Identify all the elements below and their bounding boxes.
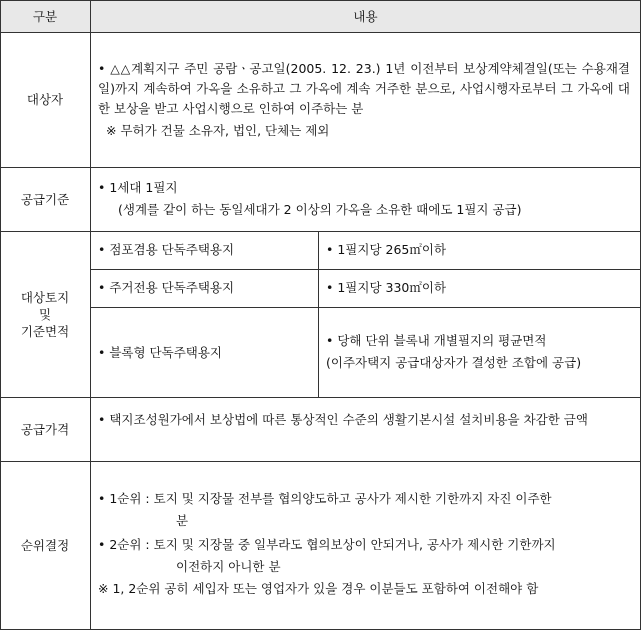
- land-area-label-line: 및: [38, 306, 52, 322]
- land-type-block: • 블록형 단독주택용지: [98, 343, 222, 363]
- target-paragraph: • △△계획지구 주민 공람ㆍ공고일(2005. 12. 23.) 1년 이전부터 보상계약체결일(또는 수용재결일)까지 계속하여 가옥을 소유하고 그 가옥에 계속 거주한 분으로, 사업시행자로부터 그 가옥에 대한 보상을 받고 사업시행으로 인하여 이주하는 분: [98, 59, 630, 119]
- price-text: • 택지조성원가에서 보상법에 따른 통상적인 수준의 생활기본시설 설치비용을 차감한 금액: [98, 410, 633, 430]
- column-divider: [90, 0, 91, 630]
- header-content: 내용: [353, 8, 378, 24]
- land-type-mixed: • 점포겸용 단독주택용지: [98, 240, 234, 260]
- land-area-label-line: 대상토지: [20, 289, 70, 305]
- row-divider: [0, 167, 641, 168]
- land-area-label-line: 기준면적: [20, 323, 70, 339]
- land-area-mixed: • 1필지당 265㎡이하: [326, 240, 446, 260]
- target-label: 대상자: [26, 92, 64, 107]
- row-divider: [0, 397, 641, 398]
- land-area-block: • 당해 단위 블록내 개별필지의 평균면적: [326, 331, 546, 351]
- land-type-residential: • 주거전용 단독주택용지: [98, 278, 234, 298]
- supply-standard-line2: (생계를 같이 하는 동일세대가 2 이상의 가옥을 소유한 때에도 1필지 공급): [118, 202, 522, 217]
- land-area-block-note: (이주자택지 공급대상자가 결성한 조합에 공급): [326, 355, 582, 370]
- row-divider: [0, 231, 641, 232]
- ranking-rank2-tail: 이전하지 아니한 분: [176, 559, 281, 574]
- header-divider: [0, 32, 641, 33]
- supply-standard-line1: • 1세대 1필지: [98, 178, 178, 198]
- land-area-label: [0, 231, 90, 397]
- subrow-divider: [90, 307, 641, 308]
- ranking-label: 순위결정: [20, 537, 70, 553]
- supply-standard-label: 공급기준: [20, 191, 70, 207]
- ranking-rank1: • 1순위 : 토지 및 지장물 전부를 협의양도하고 공사가 제시한 기한까지 자진 이주한: [98, 489, 552, 509]
- header-category: 구분: [32, 8, 58, 24]
- target-note: ※ 무허가 건물 소유자, 법인, 단체는 제외: [106, 123, 330, 138]
- ranking-rank1-tail: 분: [176, 513, 189, 528]
- ranking-rank2: • 2순위 : 토지 및 지장물 중 일부라도 협의보상이 안되거나, 공사가 제시한 기한까지: [98, 535, 556, 555]
- ranking-note: ※ 1, 2순위 공히 세입자 또는 영업자가 있을 경우 이분들도 포함하여 이전해야 함: [98, 581, 539, 596]
- row-divider: [0, 461, 641, 462]
- land-area-residential: • 1필지당 330㎡이하: [326, 278, 446, 298]
- inner-column-divider: [318, 231, 319, 397]
- subrow-divider: [90, 269, 641, 270]
- price-label: 공급가격: [20, 421, 70, 437]
